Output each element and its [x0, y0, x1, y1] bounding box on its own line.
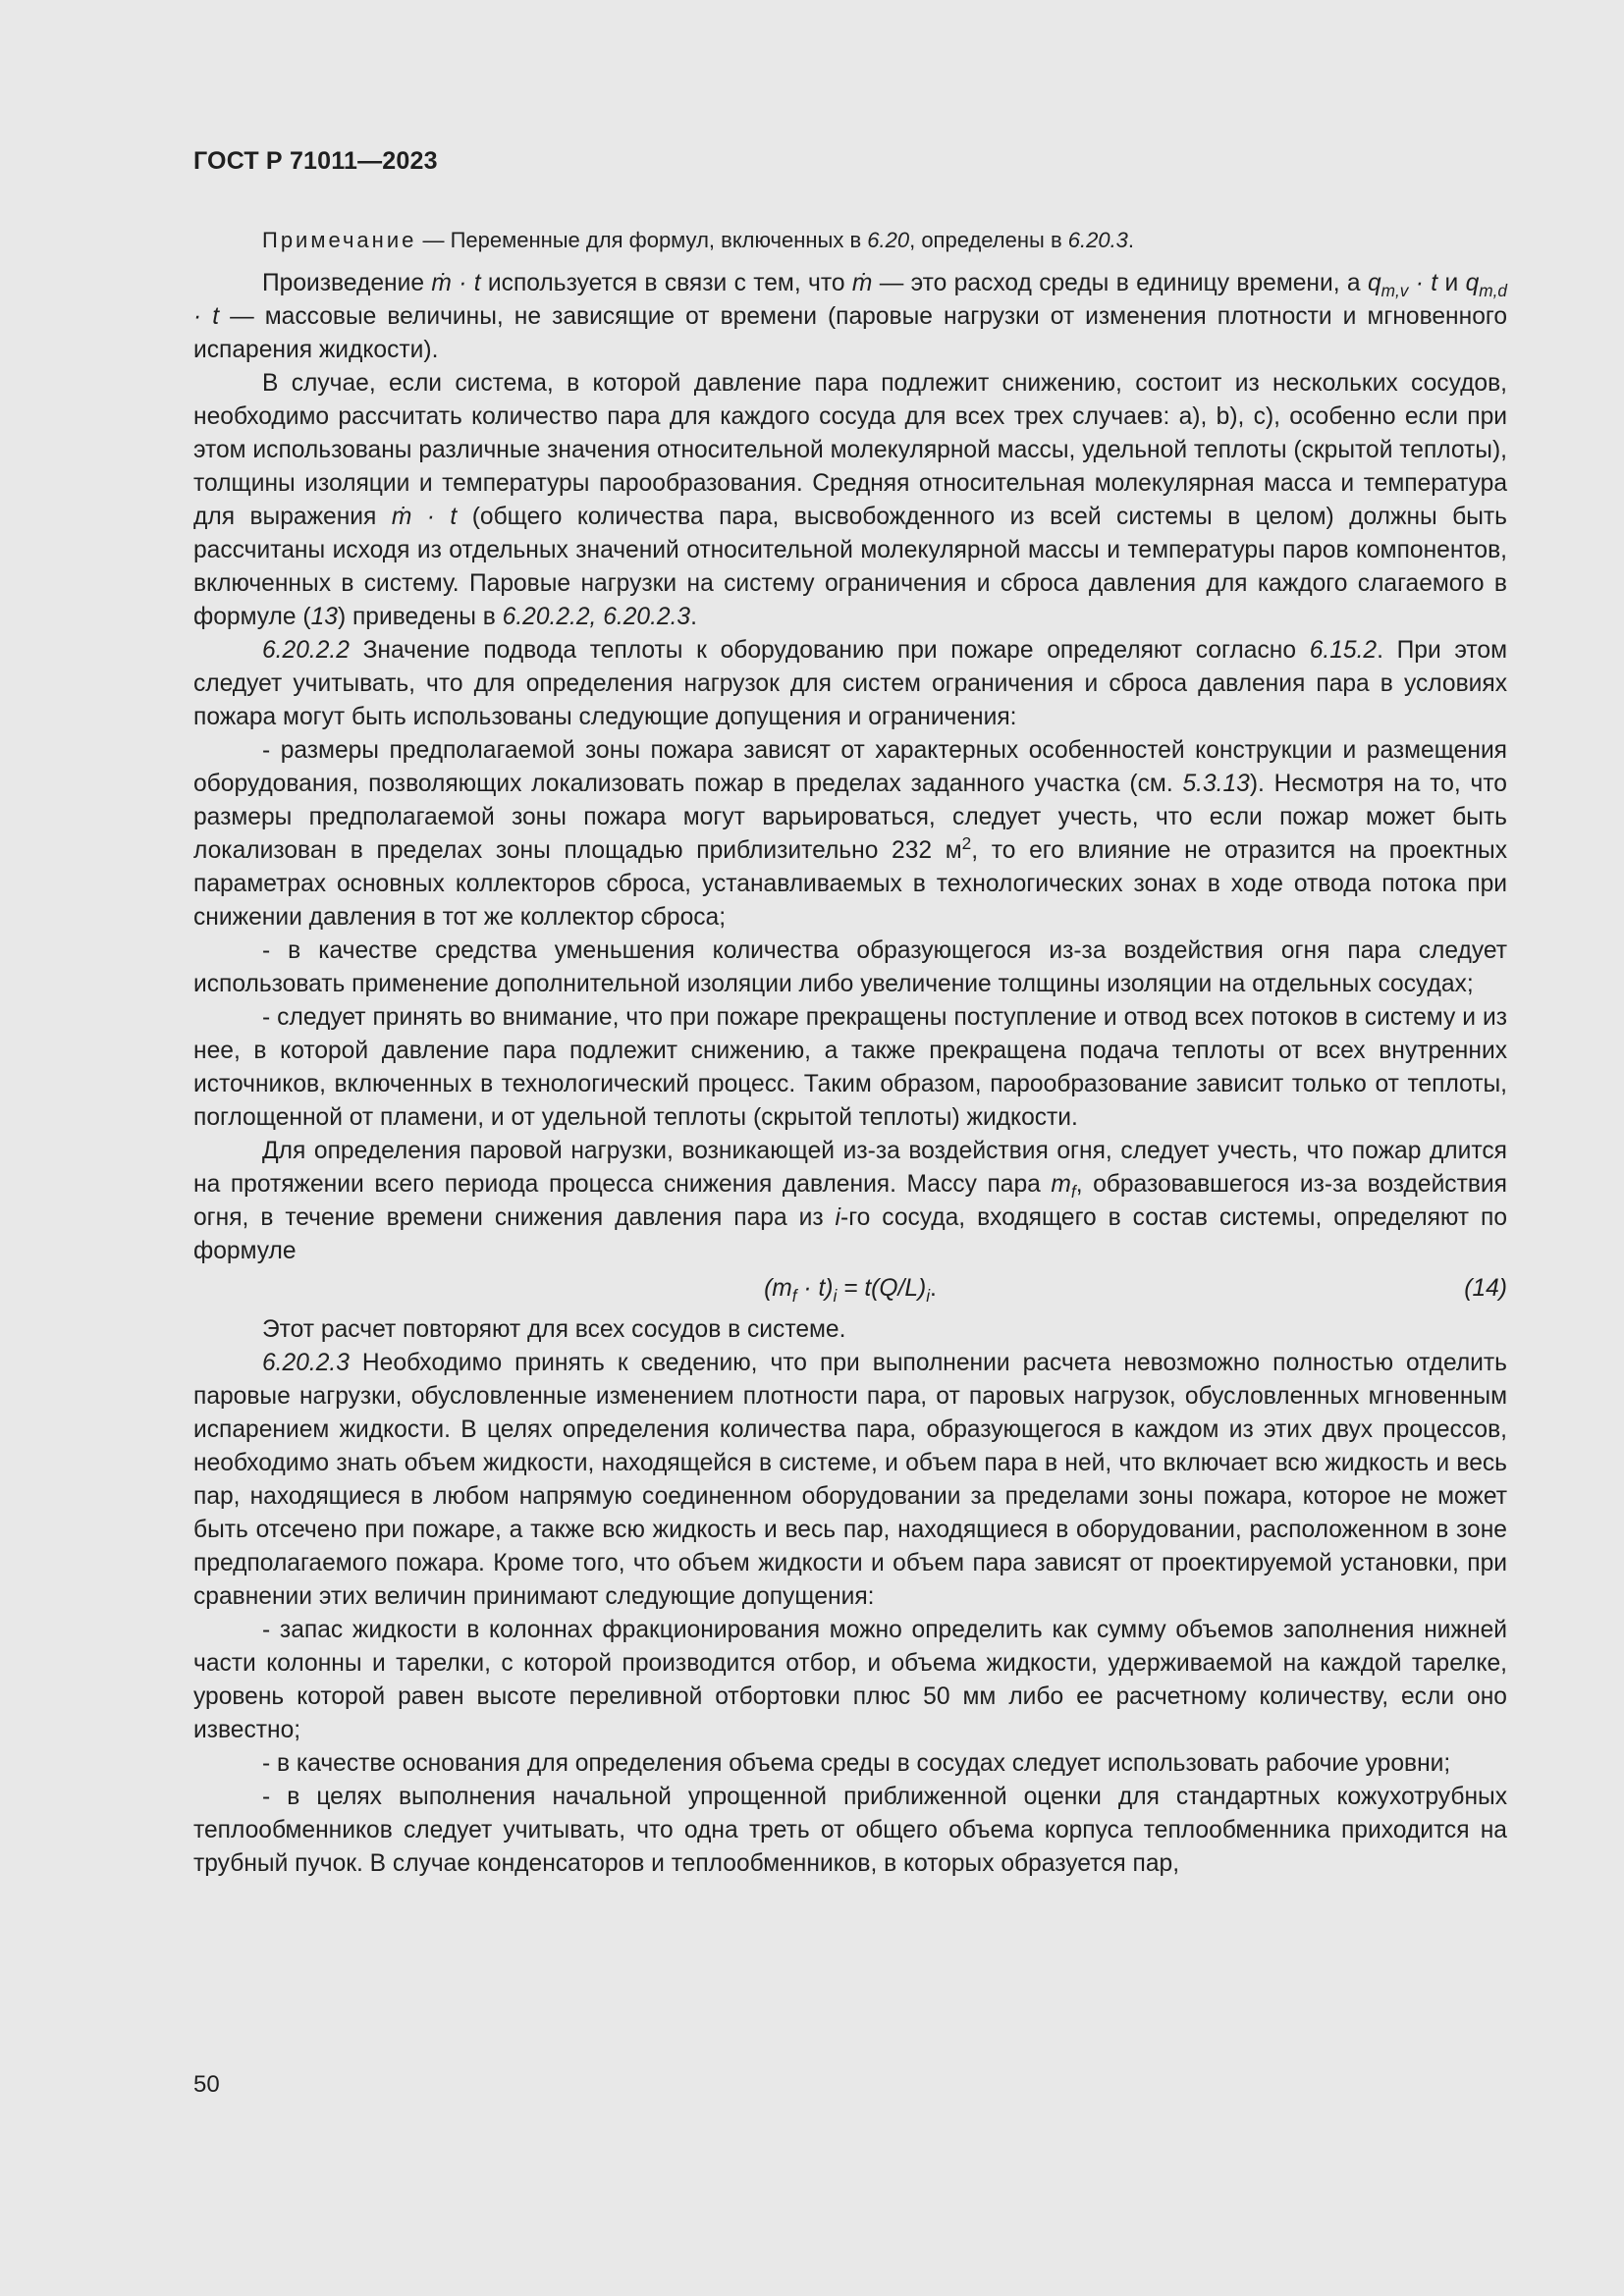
list-item-fire-zone: - размеры предполагаемой зоны пожара зависят от характерных особенностей конструкции и размещения оборудования, позволяющих локализовать пожар в пределах заданного участка (см. 5.3.13). Несмотря на то, что размеры предполагаемой зоны пожара могут варьироваться, следует учесть, что если пожар может быть локализован в пределах зоны площадью приблизительно 232 $м^2$, то его влияние не отразится на проектных параметрах основных коллекторов сброса, устанавливаемых в технологических зонах в ходе отвода потока при снижении давления в тот же коллектор сброса;: [193, 737, 1507, 931]
math-mdot-t: ṁ · t: [431, 270, 481, 296]
document-body: [193, 224, 1507, 1881]
formula-expression: $(m_f \cdot t)_i = t(Q/L)_i$.: [764, 1275, 937, 1306]
note-paragraph: [193, 224, 1507, 257]
paragraph-repeat: Этот расчет повторяют для всех сосудов в системе.: [262, 1316, 846, 1343]
page-number: 50: [193, 2071, 220, 2098]
list-item-fractionation: - запас жидкости в колоннах фракционирования можно определить как сумму объемов заполнения нижней части колонны и тарелки, с которой производится отбор, и объема жидкости, удерживаемой на каждой тарелке, уровень которой равен высоте переливной отбортовки плюс 50 мм либо ее расчетному количеству, если оно известно;: [193, 1617, 1507, 1743]
paragraph-6-20-2-2: 6.20.2.2 Значение подвода теплоты к оборудованию при пожаре определяют согласно 6.15.2. При этом следует учитывать, что для определения нагрузок для систем ограничения и сброса давления пара в условиях пожара могут быть использованы следующие допущения и ограничения:: [193, 637, 1507, 730]
note-label: Примечание: [262, 228, 417, 252]
equation-number: (14): [1464, 1275, 1507, 1302]
list-item-heat-exchangers: - в целях выполнения начальной упрощенной приближенной оценки для стандартных кожухотрубных теплообменников следует учитывать, что одна треть от общего объема корпуса теплообменника приходится на трубный пучок. В случае конденсаторов и теплообменников, в которых образуется пар,: [193, 1784, 1507, 1877]
paragraph-6-20-2-3: 6.20.2.3 Необходимо принять к сведению, что при выполнении расчета невозможно полностью отделить паровые нагрузки, обусловленные изменением плотности пара, от паровых нагрузок, обусловленных мгновенным испарением жидкости. В целях определения количества пара, образующегося в каждом из этих двух процессов, необходимо знать объем жидкости, находящейся в системе, и объем пара в ней, что включает всю жидкость и весь пар, находящиеся в любом напрямую соединенном оборудовании за пределами зоны пожара, которое не может быть отсечено при пожаре, а также всю жидкость и весь пар, находящиеся в оборудовании, расположенном в зоне предполагаемого пожара. Кроме того, что объем жидкости и объем пара зависят от проектируемой установки, при сравнении этих величин принимают следующие допущения:: [193, 1350, 1507, 1610]
clause-number: 6.20.2.2: [262, 637, 350, 664]
list-item-working-levels: - в качестве основания для определения объема среды в сосудах следует использовать рабочие уровни;: [262, 1750, 1451, 1777]
paragraph-multiple-vessels: В случае, если система, в которой давление пара подлежит снижению, состоит из нескольких сосудов, необходимо рассчитать количество пара для каждого сосуда для всех трех случаев: a), b), c), особенно если при этом использованы различные значения относительной молекулярной массы, удельной теплоты (скрытой теплоты), толщины изоляции и температуры парообразования. Средняя относительная молекулярная масса и температура для выражения ṁ · t (общего количества пара, высвобожденного из всей системы в целом) должны быть рассчитаны исходя из отдельных значений относительной молекулярной массы и температуры паров компонентов, включенных в систему. Паровые нагрузки на систему ограничения и сброса давления для каждого слагаемого в формуле (13) приведены в 6.20.2.2, 6.20.2.3.: [193, 370, 1507, 630]
paragraph-vapor-load: Для определения паровой нагрузки, возникающей из-за воздействия огня, следует учесть, что пожар длится на протяжении всего периода процесса снижения давления. Массу пара $m_f$, образовавшегося из-за воздействия огня, в течение времени снижения давления пара из i-го сосуда, входящего в состав системы, определяют по формуле: [193, 1138, 1507, 1264]
list-item-flows-stopped: - следует принять во внимание, что при пожаре прекращены поступление и отвод всех потоков в систему и из нее, в которой давление пара подлежит снижению, а также прекращена подача теплоты от всех внутренних источников, включенных в технологический процесс. Таким образом, парообразование зависит только от теплоты, поглощенной от пламени, и от удельной теплоты (скрытой теплоты) жидкости.: [193, 1004, 1507, 1131]
document-header: ГОСТ Р 71011—2023: [193, 147, 438, 175]
math-q: q: [1367, 270, 1381, 296]
list-item-insulation: - в качестве средства уменьшения количества образующегося из-за воздействия огня пара следует использовать применение дополнительной изоляции либо увеличение толщины изоляции на отдельных сосудах;: [193, 937, 1507, 997]
paragraph-product: Произведение ṁ · t используется в связи с тем, что ṁ — это расход среды в единицу времени, а $q_{m,v} \cdot t$ и $q_{m,d} \cdot t$ — массовые величины, не зависящие от времени (паровые нагрузки от изменения плотности и мгновенного испарения жидкости).: [193, 270, 1507, 363]
clause-number: 6.20.2.3: [262, 1350, 350, 1376]
formula-14: [193, 1272, 1507, 1306]
math-mdot: ṁ: [851, 270, 873, 296]
note-text: — Переменные для формул, включенных в 6.20, определены в 6.20.3.: [416, 228, 1135, 252]
